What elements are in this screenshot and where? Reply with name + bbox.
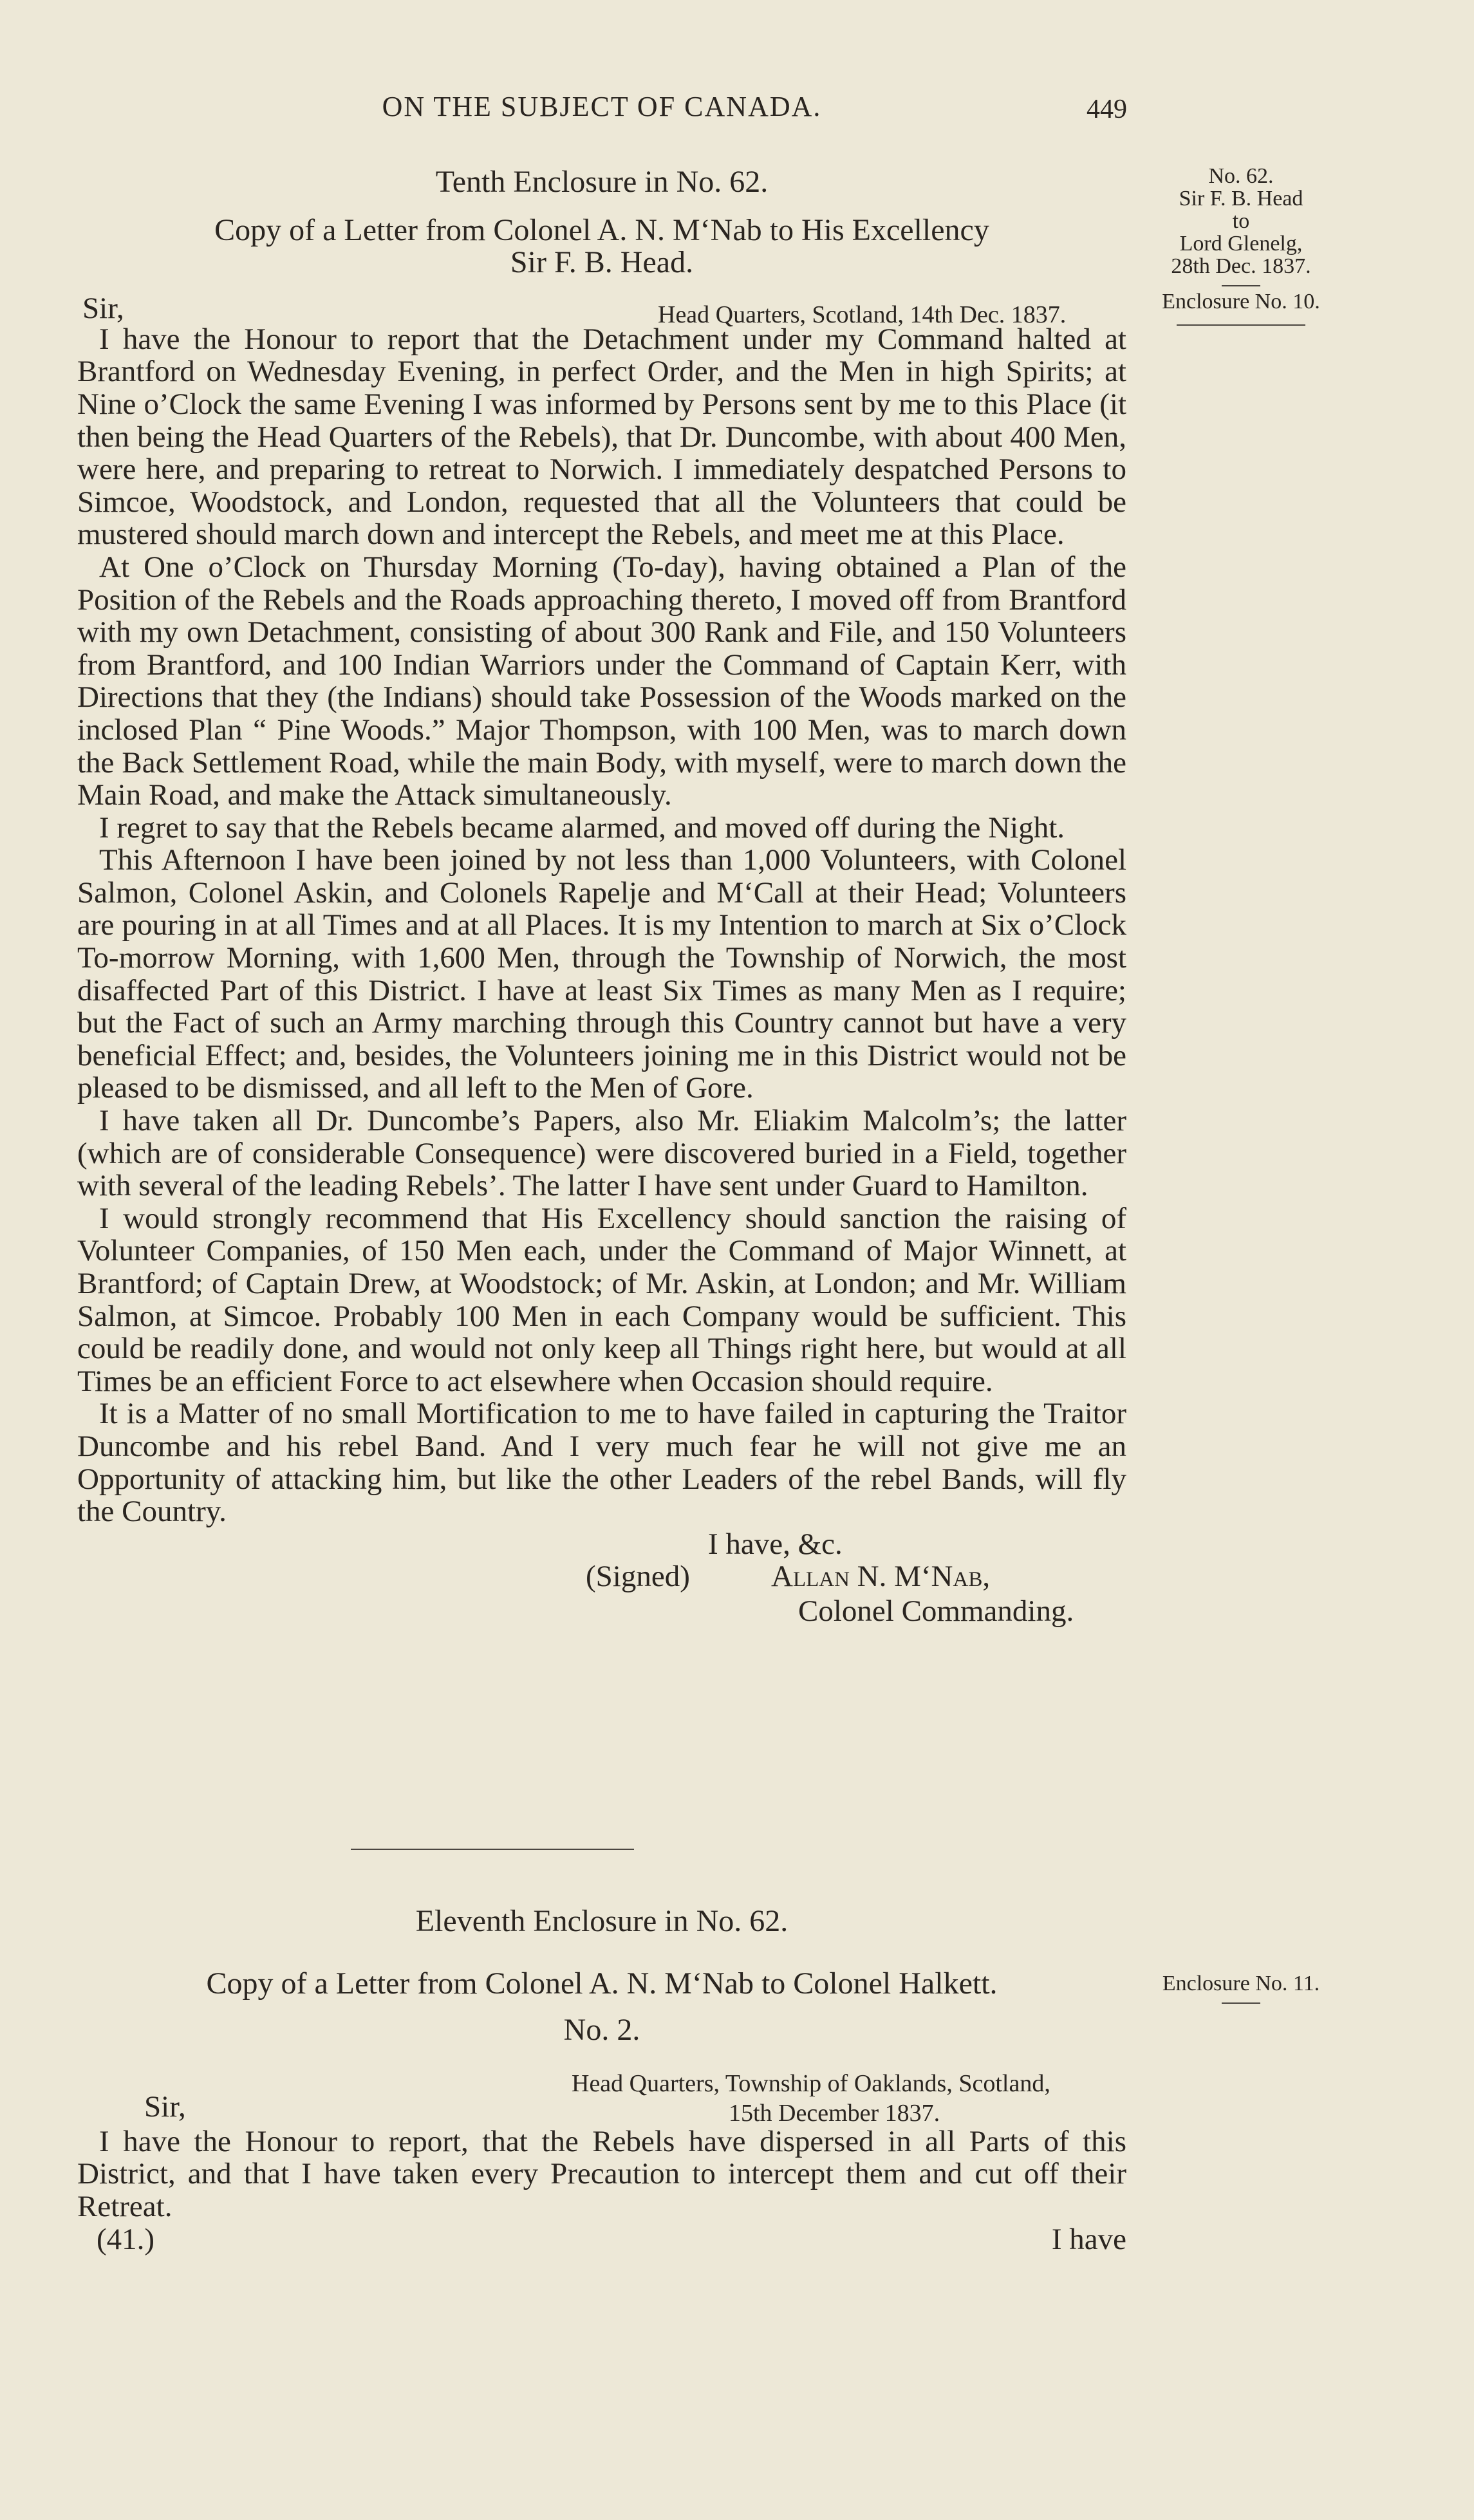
margin-rule [1177,324,1305,326]
paragraph: I would strongly recommend that His Excellency should sanction the raising of Volunteer Companies, of 150 Men each, under the Command of Major Winnett, at Brantford; of Captain Drew, at Woodstock; of Mr. Askin, at London; and Mr. William Salmon, at Simcoe. Probably 100 Men in each Company would be sufficient. This could be readily done, and would not only keep all Things right here, but would at all Times be an efficient Force to act elsewhere when Occasion should require. [77,1201,1126,1398]
dateline-line-1: Head Quarters, Township of Oaklands, Scotland, [572,2069,1050,2097]
page-number: 449 [1087,95,1127,124]
salutation: Sir, [82,291,124,325]
paragraph: At One o’Clock on Thursday Morning (To-day), having obtained a Plan of the Position of the Rebels and the Roads approaching thereto, I moved off from Brantford with my own Detachment, consisting of about 300 Rank and File, and 150 Volunteers from Brantford, and 100 Indian Warriors under the Command of Captain Kerr, with Directions that they (the Indians) should take Possession of the Woods marked on the inclosed Plan “ Pine Woods.” Major Thompson, with 100 Men, was to march down the Back Settlement Road, while the main Body, with myself, were to march down the Main Road, and make the Attack simultaneously. [77,550,1126,812]
margin-note [1138,165,1344,326]
enclosure-heading: Tenth Enclosure in No. 62. [435,165,769,199]
section-divider [351,1849,634,1850]
paragraph: I have the Honour to report, that the Rebels have dispersed in all Parts of this District, and that I have taken every Precaution to intercept them and cut off their Retreat. [77,2124,1126,2223]
copy-title-line-2: Sir F. B. Head. [510,245,694,280]
enclosure-heading: Eleventh Enclosure in No. 62. [415,1904,788,1938]
dateline: Head Quarters, Scotland, 14th Dec. 1837. [658,301,1067,328]
margin-line: Lord Glenelg, [1179,232,1303,256]
margin-rule [1222,2002,1260,2004]
margin-note [1138,1972,1344,2004]
page-footer [77,2223,1126,2258]
margin-line: No. 62. [1208,164,1274,188]
paragraph: I have taken all Dr. Duncombe’s Papers, also Mr. Eliakim Malcolm’s; the latter (which are of considerable Consequence) were discovered buried in a Field, together with several of the leading Rebels’. The latter I have sent under Guard to Hamilton. [77,1104,1126,1203]
catchword: I have [1051,2222,1126,2256]
letter-eleventh-enclosure [77,1905,1126,2258]
signature-rank: Colonel Commanding. [798,1594,1074,1629]
margin-line: Sir F. B. Head [1179,187,1303,210]
closing-block [77,1528,1126,1628]
paragraph: I have the Honour to report that the Detachment under my Command halted at Brantford on Wednesday Evening, in perfect Order, and the Men in high Spirits; at Nine o’Clock the same Evening I was informed by Persons sent by me to this Place (it then being the Head Quarters of the Rebels), that Dr. Duncombe, with about 400 Men, were here, and preparing to retreat to Norwich. I immediately despatched Persons to Simcoe, Woodstock, and London, requested that all the Volunteers that could be mustered should march down and intercept the Rebels, and meet me at this Place. [77,322,1126,552]
signature-mark: (41.) [97,2222,155,2256]
paragraph: It is a Matter of no small Mortification to me to have failed in capturing the Traitor Duncombe and his rebel Band. And I very much fear he will not give me an Opportunity of attacking him, but like the other Leaders of the rebel Bands, will fly the Country. [77,1397,1126,1529]
signed-label: (Signed) [586,1560,690,1594]
salutation-row [77,285,1126,328]
margin-line: 28th Dec. 1837. [1171,254,1311,278]
margin-line: to [1232,209,1250,233]
margin-enclosure-label: Enclosure No. 11. [1162,1972,1320,1995]
paragraph: I regret to say that the Rebels became alarmed, and moved off during the Night. [99,810,1065,845]
margin-rule [1222,285,1260,286]
dateline-line-2: 15th December 1837. [729,2099,940,2127]
copy-title [77,214,1126,279]
signature-row [77,1560,1126,1595]
signature-name: Allan N. M‘Nab, [771,1560,991,1594]
letter-tenth-enclosure [77,166,1126,1628]
letter-number: No. 2. [563,2013,640,2048]
dateline-block [77,2058,1126,2125]
margin-enclosure-label: Enclosure No. 10. [1162,290,1320,313]
running-head: ON THE SUBJECT OF CANADA. [382,91,822,122]
copy-title: Copy of a Letter from Colonel A. N. M‘Nab to Colonel Halkett. [206,1966,998,2001]
salutation: Sir, [144,2089,186,2123]
closing-line: I have, &c. [708,1527,843,1561]
copy-title-line-1: Copy of a Letter from Colonel A. N. M‘Nab to His Excellency [214,212,989,247]
paragraph: This Afternoon I have been joined by not less than 1,000 Volunteers, with Colonel Salmon, Colonel Askin, and Colonels Rapelje and M‘Call at their Head; Volunteers are pouring in at all Times and at all Places. It is my Intention to march at Six o’Clock To-morrow Morning, with 1,600 Men, through the Township of Norwich, the most disaffected Part of this District. I have at least Six Times as many Men as I require; but the Fact of such an Army marching through this Country cannot but have a very beneficial Effect; and, besides, the Volunteers joining me in this District would not be pleased to be dismissed, and all left to the Men of Gore. [77,843,1126,1105]
